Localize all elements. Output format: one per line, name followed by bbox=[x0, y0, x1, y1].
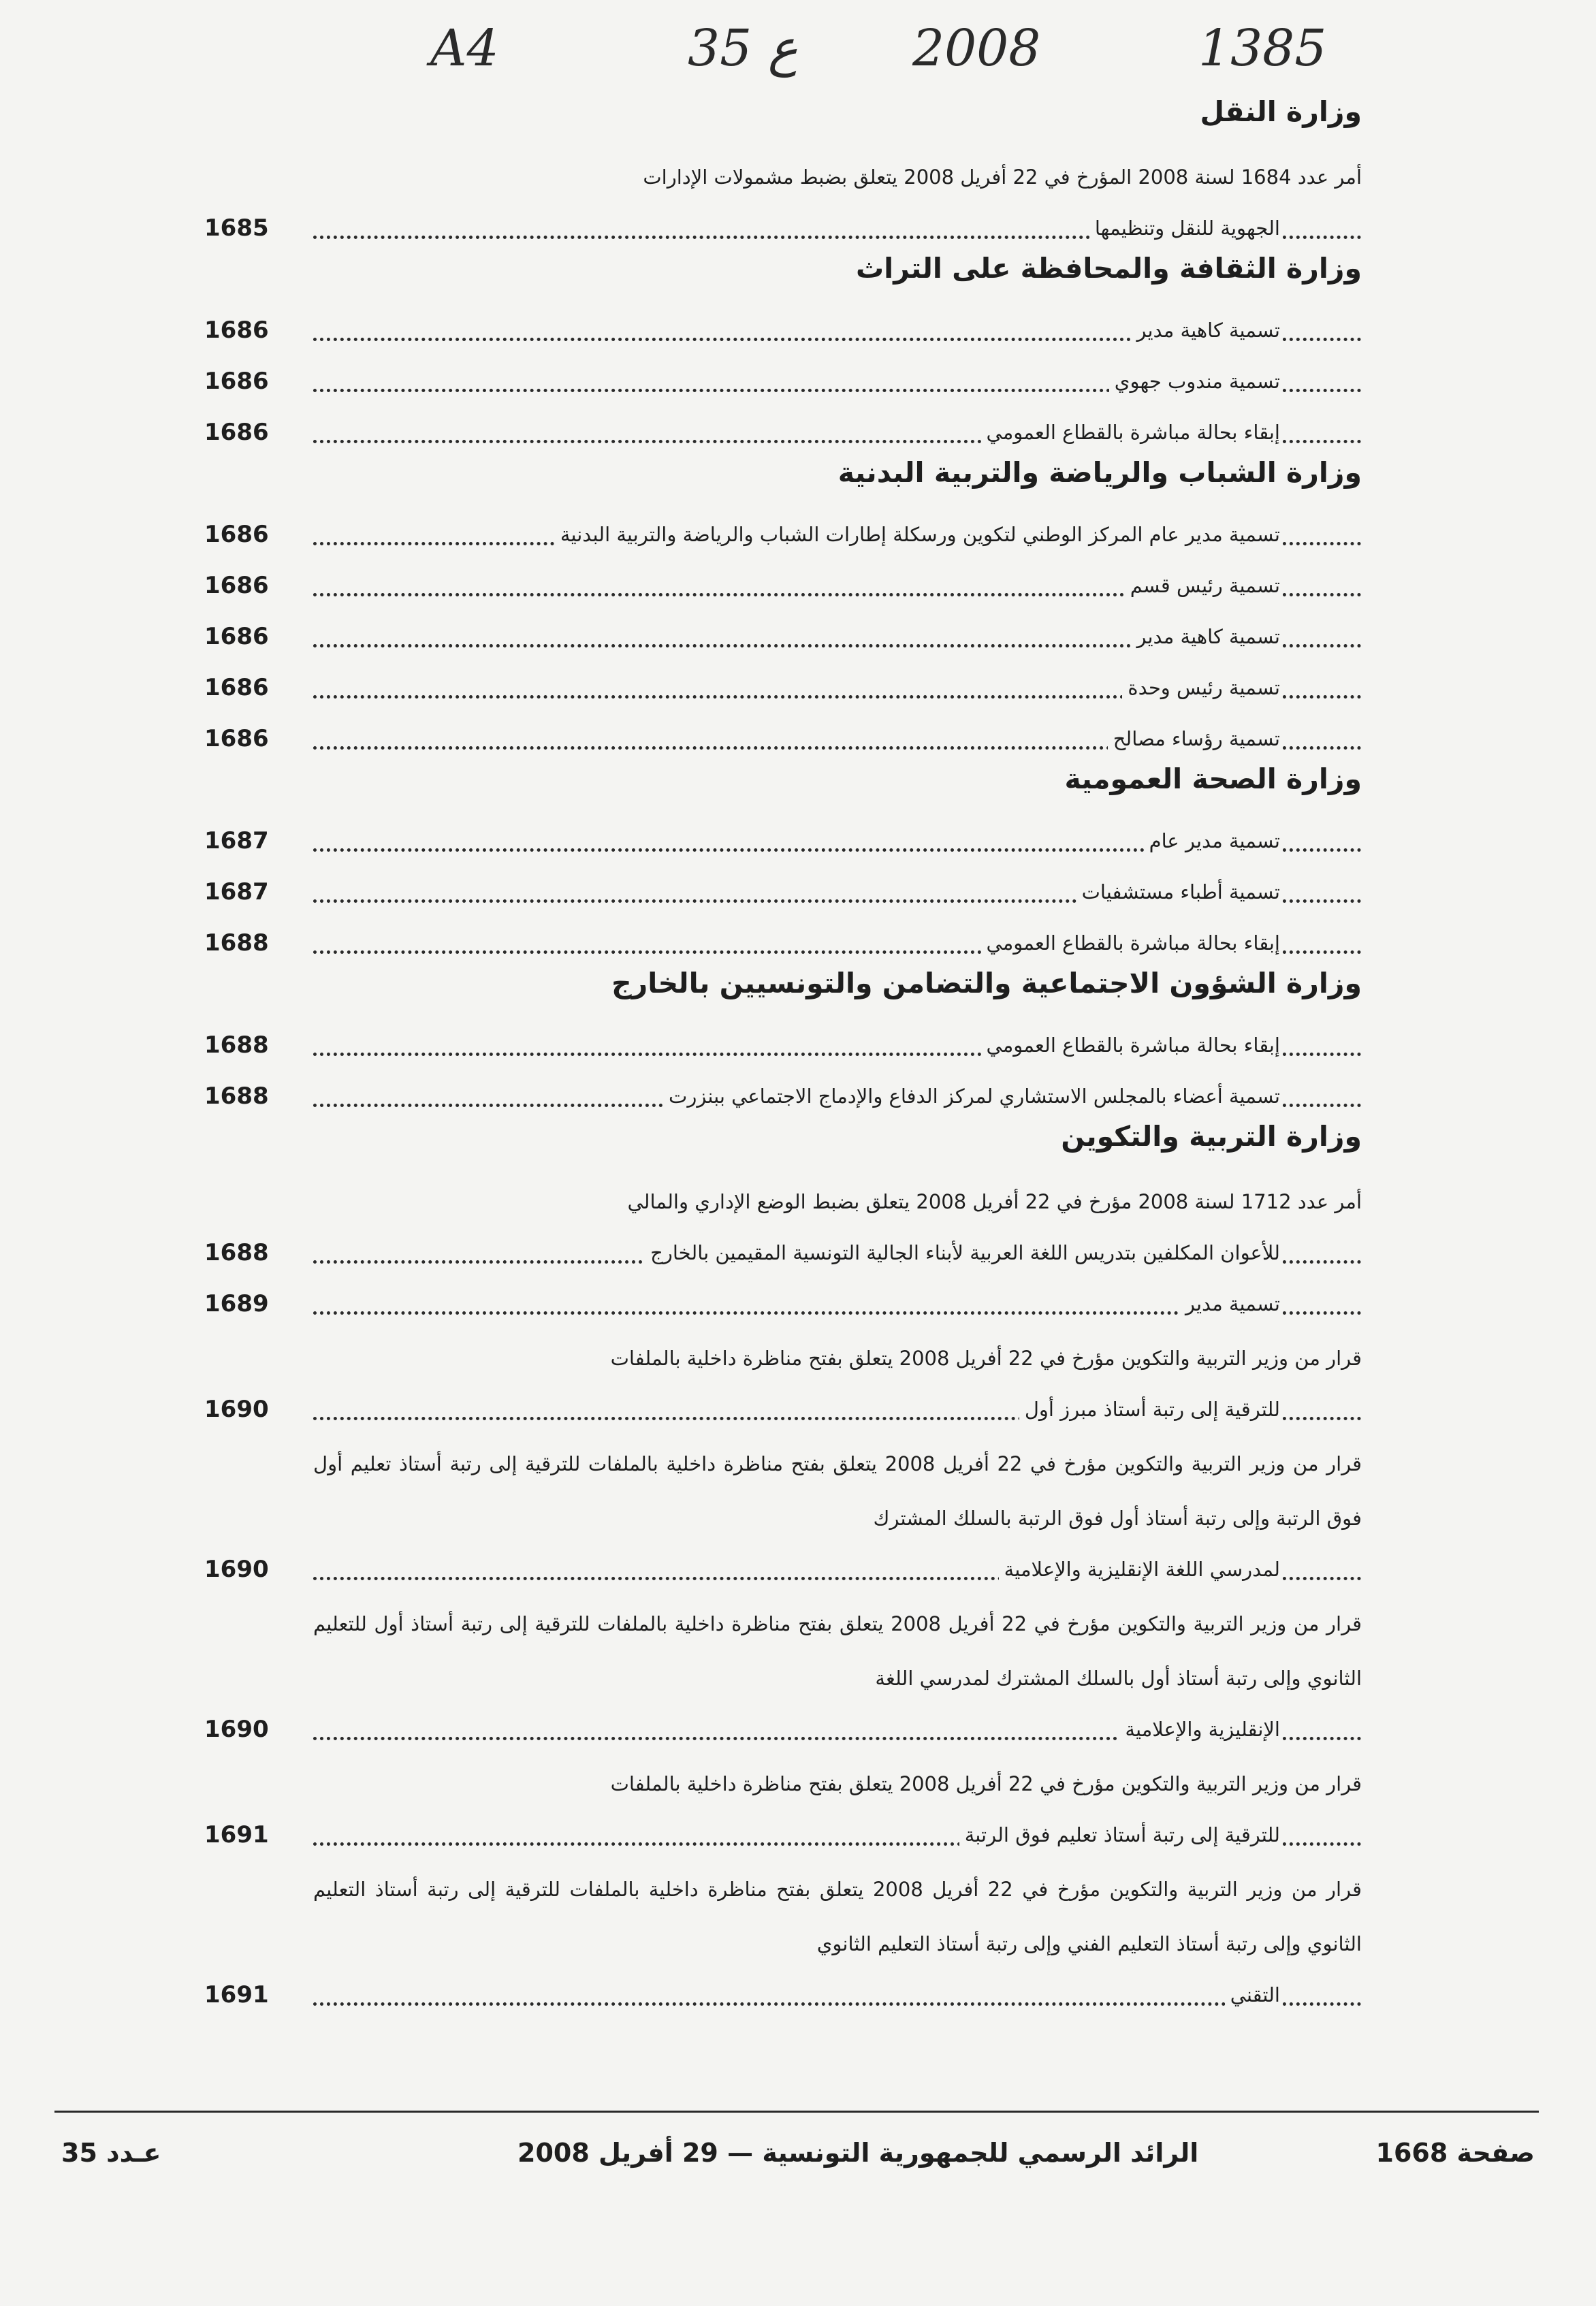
entry-text: قرار من وزير التربية والتكوين مؤرخ في 22 أفريل 2008 يتعلق بفتح مناظرة داخلية بالملفات للترقية إلى رتبة أستاذ تعليم أول فوق الرتبة وإلى رتبة أستاذ أول فوق الرتبة بالسلك المشترك bbox=[313, 1452, 1362, 1530]
entry-text: قرار من وزير التربية والتكوين مؤرخ في 22 أفريل 2008 يتعلق بفتح مناظرة داخلية بالملفات bbox=[610, 1347, 1362, 1370]
page-number: 1689 bbox=[204, 1290, 269, 1317]
entry-title: تسمية كاهية مدير bbox=[1131, 613, 1280, 660]
page-number: 1686 bbox=[204, 419, 269, 446]
toc-entry[interactable] bbox=[204, 357, 1362, 405]
toc-entry[interactable] bbox=[204, 1229, 1362, 1277]
entry-title: تسمية أعضاء بالمجلس الاستشاري لمركز الدفاع والإدماج الاجتماعي ببنزرت bbox=[663, 1072, 1280, 1120]
page-number: 1686 bbox=[204, 725, 269, 752]
footer-rule bbox=[54, 2111, 1539, 2113]
toc-entry[interactable] bbox=[204, 817, 1362, 865]
table-of-contents bbox=[204, 95, 1362, 2111]
entry-title: الإنقليزية والإعلامية bbox=[1119, 1706, 1280, 1753]
section-title-transport: وزارة النقل bbox=[1200, 95, 1362, 128]
page-number: 1688 bbox=[204, 1031, 269, 1059]
toc-entry[interactable] bbox=[204, 511, 1362, 558]
section-title-education: وزارة التربية والتكوين bbox=[1061, 1120, 1362, 1153]
entry-text: قرار من وزير التربية والتكوين مؤرخ في 22 أفريل 2008 يتعلق بفتح مناظرة داخلية بالملفات bbox=[610, 1772, 1362, 1795]
toc-entry[interactable] bbox=[204, 1280, 1362, 1328]
page-number: 1687 bbox=[204, 878, 269, 906]
entry-title: تسمية مدير عام المركز الوطني لتكوين ورسكلة إطارات الشباب والرياضة والتربية البدنية bbox=[555, 511, 1280, 558]
page-number: 1688 bbox=[204, 1083, 269, 1110]
toc-entry[interactable] bbox=[204, 1971, 1362, 2019]
section-title-social-affairs: وزارة الشؤون الاجتماعية والتضامن والتونسيين بالخارج bbox=[611, 967, 1362, 999]
toc-entry[interactable] bbox=[204, 1021, 1362, 1069]
entry-title: للترقية إلى رتبة أستاذ تعليم فوق الرتبة bbox=[959, 1811, 1280, 1859]
page-number: 1686 bbox=[204, 623, 269, 650]
entry-title: لمدرسي اللغة الإنقليزية والإعلامية bbox=[999, 1546, 1280, 1593]
entry-title: تسمية مدير عام bbox=[1144, 817, 1280, 865]
toc-entry[interactable] bbox=[204, 664, 1362, 711]
page-number: 1686 bbox=[204, 674, 269, 701]
entry-text: قرار من وزير التربية والتكوين مؤرخ في 22 أفريل 2008 يتعلق بفتح مناظرة داخلية بالملفات للترقية إلى رتبة أستاذ أول للتعليم الثانوي وإلى رتبة أستاذ أول بالسلك المشترك لمدرسي اللغة bbox=[313, 1612, 1362, 1690]
page-number: 1691 bbox=[204, 1821, 269, 1848]
page-number: 1690 bbox=[204, 1716, 269, 1743]
entry-text: أمر عدد 1684 لسنة 2008 المؤرخ في 22 أفريل 2008 يتعلق بضبط مشمولات الإدارات bbox=[643, 165, 1362, 189]
section-title-public-health: وزارة الصحة العمومية bbox=[1064, 763, 1362, 795]
entry-text: قرار من وزير التربية والتكوين مؤرخ في 22 أفريل 2008 يتعلق بفتح مناظرة داخلية بالملفات للترقية إلى رتبة أستاذ التعليم الثانوي وإلى رتبة أستاذ التعليم الفني وإلى رتبة أستاذ التعليم الثانوي bbox=[313, 1878, 1362, 1955]
handwritten-note: 35 ع bbox=[688, 19, 798, 78]
toc-entry[interactable] bbox=[204, 1386, 1362, 1433]
handwritten-note: 2008 bbox=[912, 19, 1041, 78]
footer-journal-title: الرائد الرسمي للجمهورية التونسية — 29 أفريل 2008 bbox=[517, 2138, 1199, 2168]
toc-entry[interactable] bbox=[204, 868, 1362, 916]
toc-entry[interactable] bbox=[204, 1072, 1362, 1120]
entry-title: تسمية رئيس وحدة bbox=[1122, 664, 1280, 711]
entry-title: التقني bbox=[1225, 1971, 1280, 2019]
entry-title: إبقاء بحالة مباشرة بالقطاع العمومي bbox=[981, 409, 1280, 456]
page-number: 1686 bbox=[204, 368, 269, 395]
toc-entry[interactable] bbox=[204, 204, 1362, 252]
toc-entry[interactable] bbox=[204, 1706, 1362, 1753]
page-number: 1690 bbox=[204, 1556, 269, 1583]
page-number: 1686 bbox=[204, 317, 269, 344]
entry-title: إبقاء بحالة مباشرة بالقطاع العمومي bbox=[981, 919, 1280, 967]
handwritten-note: A4 bbox=[430, 19, 499, 78]
toc-entry[interactable] bbox=[204, 562, 1362, 609]
entry-text: أمر عدد 1712 لسنة 2008 مؤرخ في 22 أفريل 2008 يتعلق بضبط الوضع الإداري والمالي bbox=[627, 1190, 1362, 1213]
toc-entry[interactable] bbox=[204, 613, 1362, 660]
entry-title: تسمية كاهية مدير bbox=[1131, 306, 1280, 354]
toc-entry[interactable] bbox=[204, 409, 1362, 456]
entry-title: تسمية مدير bbox=[1180, 1280, 1280, 1328]
entry-title: تسمية رئيس قسم bbox=[1125, 562, 1280, 609]
page-number: 1691 bbox=[204, 1981, 269, 2008]
toc-entry[interactable] bbox=[204, 1546, 1362, 1593]
page-number: 1688 bbox=[204, 929, 269, 957]
entry-title: تسمية أطباء مستشفيات bbox=[1076, 868, 1280, 916]
footer-issue-number: عـدد 35 bbox=[61, 2138, 161, 2168]
toc-entry[interactable] bbox=[204, 919, 1362, 967]
dot-leader bbox=[313, 2002, 1362, 2006]
page-number: 1687 bbox=[204, 827, 269, 854]
toc-entry[interactable] bbox=[204, 715, 1362, 763]
entry-title: للأعوان المكلفين بتدريس اللغة العربية لأبناء الجالية التونسية المقيمين بالخارج bbox=[645, 1229, 1280, 1277]
page-number: 1686 bbox=[204, 572, 269, 599]
footer-page-number: صفحة 1668 bbox=[1375, 2138, 1535, 2168]
page-number: 1688 bbox=[204, 1239, 269, 1266]
section-title-culture: وزارة الثقافة والمحافظة على التراث bbox=[855, 252, 1362, 285]
entry-title: إبقاء بحالة مباشرة بالقطاع العمومي bbox=[981, 1021, 1280, 1069]
page-number: 1690 bbox=[204, 1396, 269, 1423]
entry-title: تسمية مندوب جهوي bbox=[1109, 357, 1280, 405]
entry-title: تسمية رؤساء مصالح bbox=[1108, 715, 1280, 763]
section-title-youth-sports: وزارة الشباب والرياضة والتربية البدنية bbox=[837, 456, 1362, 489]
page-number: 1686 bbox=[204, 521, 269, 548]
handwritten-note: 1385 bbox=[1198, 19, 1327, 78]
page-number: 1685 bbox=[204, 214, 269, 242]
entry-title: الجهوية للنقل وتنظيمها bbox=[1089, 204, 1280, 252]
toc-entry[interactable] bbox=[204, 306, 1362, 354]
entry-title: للترقية إلى رتبة أستاذ مبرز أول bbox=[1019, 1386, 1280, 1433]
toc-entry[interactable] bbox=[204, 1811, 1362, 1859]
